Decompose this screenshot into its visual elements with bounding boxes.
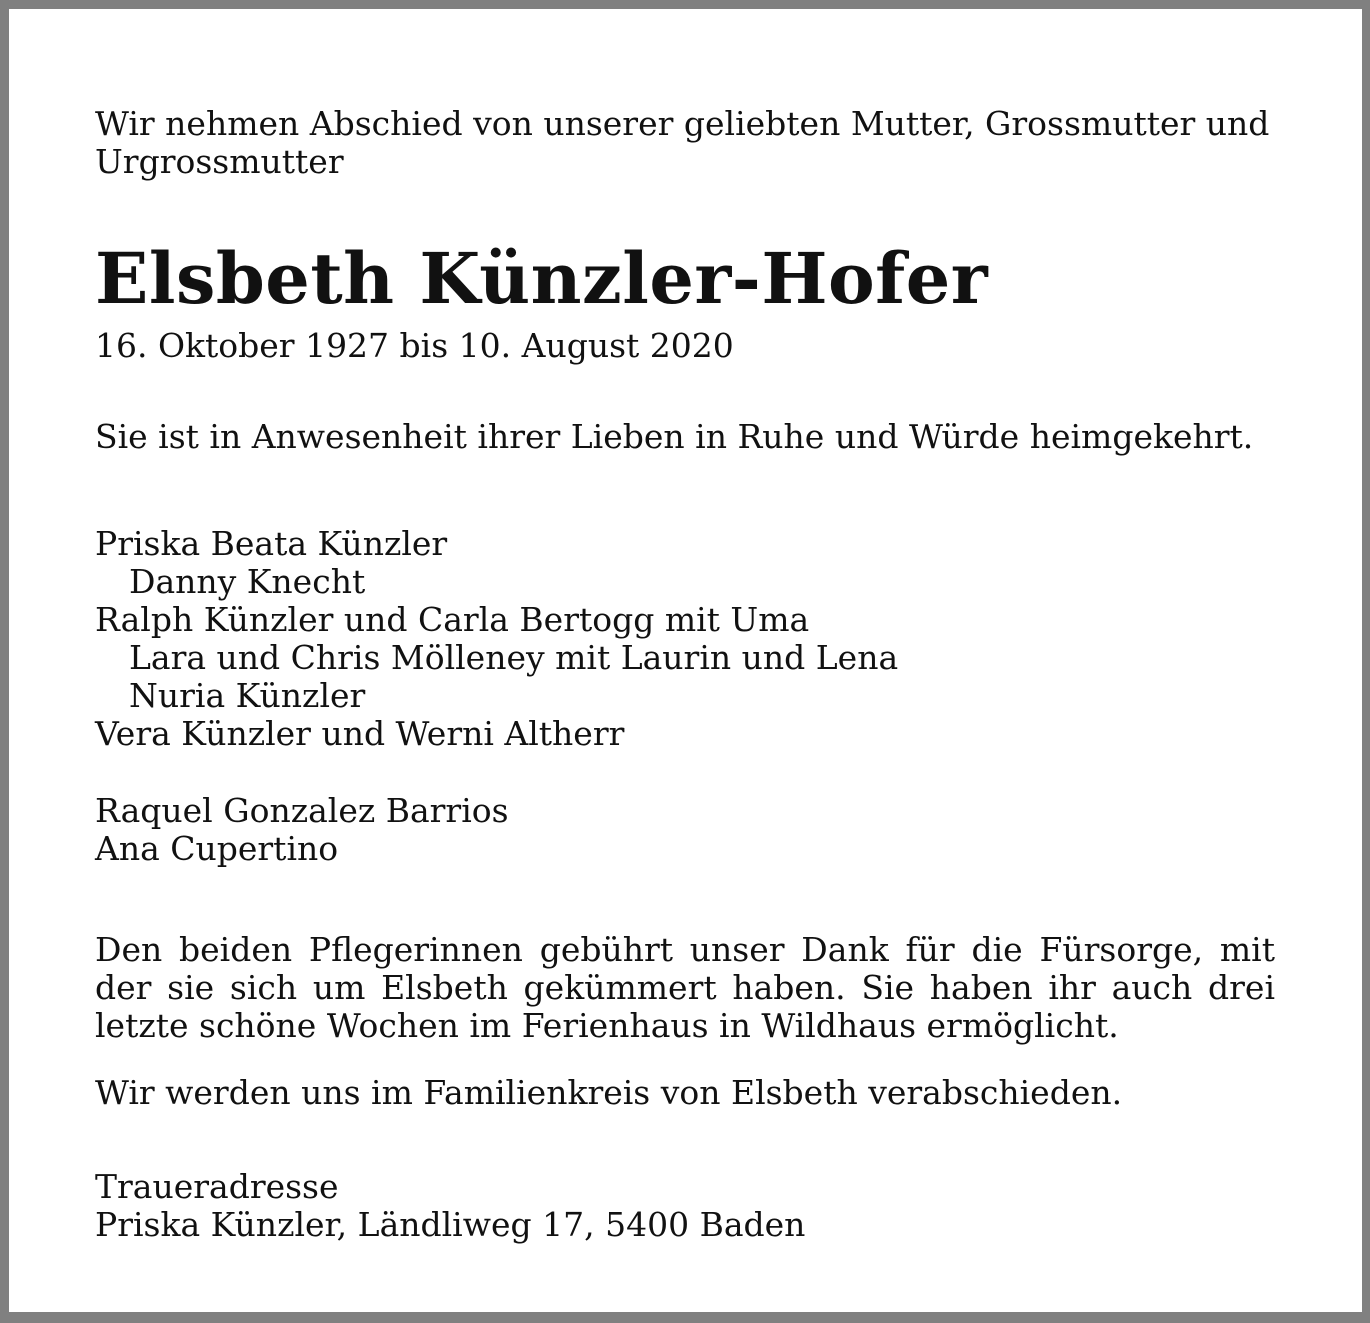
others-list [95, 792, 509, 868]
deceased-name: Elsbeth Künzler-Hofer [95, 237, 989, 320]
family-member: Ralph Künzler und Carla Bertogg mit Uma [95, 600, 810, 639]
family-member: Vera Künzler und Werni Altherr [95, 714, 625, 753]
family-member: Lara und Chris Mölleney mit Laurin und Lena [129, 638, 899, 677]
obituary-page [9, 9, 1362, 1312]
intro-line: Wir nehmen Abschied von unserer geliebten Mutter, Grossmutter und [95, 104, 1270, 143]
farewell-text: Wir werden uns im Familienkreis von Elsbeth verabschieden. [95, 1073, 1123, 1112]
mourning-address [95, 1168, 805, 1244]
family-member: Danny Knecht [129, 562, 366, 601]
life-dates: 16. Oktober 1927 bis 10. August 2020 [95, 326, 734, 365]
intro-line: Urgrossmutter [95, 142, 344, 181]
family-list [95, 525, 898, 753]
other-mourner: Ana Cupertino [95, 829, 339, 868]
statement-text: Sie ist in Anwesenheit ihrer Lieben in Ruhe und Würde heimgekehrt. [95, 417, 1254, 456]
family-member: Nuria Künzler [129, 676, 366, 715]
family-member: Priska Beata Künzler [95, 524, 448, 563]
thanks-paragraph: Den beiden Pflegerinnen gebührt unser Dank für die Fürsorge, mit der sie sich um Elsbeth gekümmert haben. Sie haben ihr auch drei letzte schöne Wochen im Ferienhaus in Wildhaus ermöglicht. [95, 930, 1275, 1045]
other-mourner: Raquel Gonzalez Barrios [95, 791, 509, 830]
address-label: Traueradresse [95, 1167, 339, 1206]
intro-text [95, 105, 1269, 181]
address-value: Priska Künzler, Ländliweg 17, 5400 Baden [95, 1205, 806, 1244]
